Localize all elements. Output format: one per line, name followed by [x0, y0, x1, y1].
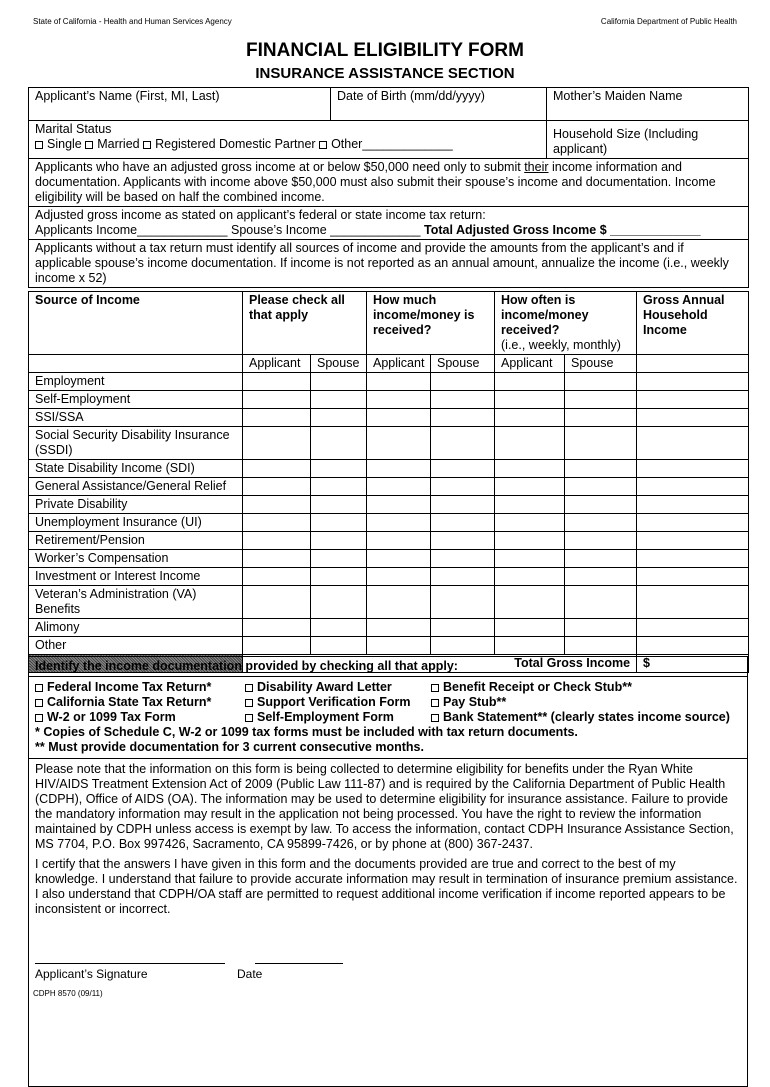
- total-agi[interactable]: Total Adjusted Gross Income $ _____________: [424, 223, 701, 237]
- income-cell[interactable]: [495, 373, 565, 391]
- form-number: CDPH 8570 (09/11): [33, 989, 103, 998]
- para1-a: Applicants who have an adjusted gross income at or below $50,000 need only to submit: [35, 160, 525, 174]
- income-source-label: Veteran’s Administration (VA) Benefits: [29, 586, 243, 619]
- income-source-label: Alimony: [29, 619, 243, 637]
- doc-checkbox[interactable]: [35, 714, 43, 722]
- income-cell[interactable]: [311, 568, 367, 586]
- check-spouse-header: Spouse: [311, 355, 367, 373]
- income-source-label: State Disability Income (SDI): [29, 460, 243, 478]
- income-cell[interactable]: [565, 637, 637, 655]
- income-cell[interactable]: [565, 460, 637, 478]
- income-cell[interactable]: [637, 619, 749, 637]
- income-cell[interactable]: [367, 496, 431, 514]
- name-field[interactable]: Applicant’s Name (First, MI, Last): [29, 88, 331, 121]
- income-row: [29, 391, 749, 409]
- income-cell[interactable]: [367, 568, 431, 586]
- income-cell[interactable]: [367, 460, 431, 478]
- privacy-notice: Please note that the information on this form is being collected to determine eligibility for benefits under the Ryan White HIV/AIDS Treatment Extension Act of 2009 (Public Law 111-87) and is required by the California Department of Public Health (CDPH), Office of AIDS (OA). The information may be used to determine eligibility for insurance assistance. Failure to provide the mandatory information may result in the application not being processed. You have the right to review the information maintained by CDPH unless access is exempt by law. To access the information, contact CDPH Insurance Assistance Section, MS 7704, P.O. Box 997426, Sacramento, CA 95899-7426, or by phone at (800) 367-2437.: [35, 762, 734, 851]
- how-often-example: (i.e., weekly, monthly): [501, 338, 621, 352]
- income-cell[interactable]: [637, 550, 749, 568]
- income-cell[interactable]: [243, 637, 311, 655]
- married-label: Married: [97, 137, 140, 151]
- doc-option[interactable]: [431, 710, 730, 725]
- maiden-name-field[interactable]: Mother’s Maiden Name: [547, 88, 749, 121]
- income-row: [29, 637, 749, 655]
- doc-checkbox[interactable]: [35, 699, 43, 707]
- income-cell[interactable]: [431, 586, 495, 619]
- doc-option[interactable]: [245, 710, 431, 725]
- income-cell[interactable]: [565, 514, 637, 532]
- date-label: Date: [237, 967, 263, 981]
- income-cell[interactable]: [311, 373, 367, 391]
- spouse-income[interactable]: Spouse’s Income _____________: [231, 223, 421, 237]
- signature-label: Applicant’s Signature: [35, 967, 148, 981]
- doc-label: Benefit Receipt or Check Stub**: [443, 680, 632, 694]
- other-checkbox[interactable]: [319, 141, 327, 149]
- income-cell[interactable]: [243, 373, 311, 391]
- income-cell[interactable]: [431, 478, 495, 496]
- income-cell[interactable]: [431, 532, 495, 550]
- doc-checkbox[interactable]: [245, 714, 253, 722]
- income-source-label: Unemployment Insurance (UI): [29, 514, 243, 532]
- income-cell[interactable]: [243, 478, 311, 496]
- no-tax-return-instructions: Applicants without a tax return must identify all sources of income and provide the amounts from the applicant’s and if applicable spouse’s income documentation. If income is not reported as an annual amount, annualize the income (i.e., weekly income x 52): [29, 240, 749, 288]
- income-row: [29, 478, 749, 496]
- check-header: Please check all that apply: [243, 292, 367, 355]
- income-cell[interactable]: [311, 409, 367, 427]
- income-cell[interactable]: [637, 478, 749, 496]
- income-cell[interactable]: [431, 514, 495, 532]
- income-cell[interactable]: [495, 637, 565, 655]
- income-cell[interactable]: [637, 568, 749, 586]
- income-cell[interactable]: [637, 637, 749, 655]
- income-cell[interactable]: [243, 427, 311, 460]
- form-subtitle: INSURANCE ASSISTANCE SECTION: [255, 65, 515, 82]
- income-cell[interactable]: [431, 460, 495, 478]
- income-cell[interactable]: [495, 586, 565, 619]
- agi-section: [29, 207, 749, 240]
- source-header: Source of Income: [29, 292, 243, 355]
- much-spouse-header: Spouse: [431, 355, 495, 373]
- income-cell[interactable]: [367, 586, 431, 619]
- income-cell[interactable]: [243, 496, 311, 514]
- doc-checkbox[interactable]: [245, 699, 253, 707]
- income-cell[interactable]: [243, 532, 311, 550]
- gross-header: Gross Annual Household Income: [637, 292, 749, 355]
- doc-label: Bank Statement** (clearly states income source): [443, 710, 730, 724]
- income-cell[interactable]: [637, 496, 749, 514]
- income-row: [29, 427, 749, 460]
- income-row: [29, 373, 749, 391]
- income-cell[interactable]: [565, 409, 637, 427]
- doc-label: California State Tax Return*: [47, 695, 212, 709]
- much-applicant-header: Applicant: [367, 355, 431, 373]
- documentation-table: [28, 656, 748, 1087]
- date-line[interactable]: [255, 963, 343, 964]
- income-row: [29, 568, 749, 586]
- income-cell[interactable]: [565, 373, 637, 391]
- income-cell[interactable]: [431, 637, 495, 655]
- income-cell[interactable]: [637, 427, 749, 460]
- income-source-label: Employment: [29, 373, 243, 391]
- income-row: [29, 619, 749, 637]
- income-cell[interactable]: [431, 568, 495, 586]
- doc-label: Disability Award Letter: [257, 680, 392, 694]
- how-much-header: How much income/money is received?: [367, 292, 495, 355]
- income-cell[interactable]: [431, 619, 495, 637]
- income-source-label: Social Security Disability Insurance (SSDI): [29, 427, 243, 460]
- income-cell[interactable]: [367, 391, 431, 409]
- income-row: [29, 586, 749, 619]
- docs-note1: * Copies of Schedule C, W-2 or 1099 tax forms must be included with tax return documents.: [35, 725, 578, 739]
- income-source-label: Investment or Interest Income: [29, 568, 243, 586]
- income-cell[interactable]: [311, 586, 367, 619]
- income-row: [29, 550, 749, 568]
- income-cell[interactable]: [243, 460, 311, 478]
- doc-checkbox[interactable]: [431, 699, 439, 707]
- income-source-label: General Assistance/General Relief: [29, 478, 243, 496]
- single-checkbox[interactable]: [35, 141, 43, 149]
- agency-header: State of California - Health and Human Services Agency: [33, 17, 232, 26]
- income-cell[interactable]: [367, 532, 431, 550]
- income-cell[interactable]: [431, 496, 495, 514]
- doc-option[interactable]: [431, 680, 730, 695]
- para1-their: their: [524, 160, 549, 174]
- income-cell[interactable]: [565, 496, 637, 514]
- income-cell[interactable]: [367, 373, 431, 391]
- docs-heading: Identify the income documentation provided by checking all that apply:: [29, 657, 748, 677]
- para1-b: income information and documentation. Applicants with income above $50,000 must also submit their spouse’s income and documentation. Income eligibility will be based on half the combined income.: [35, 160, 716, 204]
- income-cell[interactable]: [367, 637, 431, 655]
- income-cell[interactable]: [431, 409, 495, 427]
- doc-label: Self-Employment Form: [257, 710, 394, 724]
- income-cell[interactable]: [311, 532, 367, 550]
- income-row: [29, 514, 749, 532]
- income-cell[interactable]: [495, 496, 565, 514]
- income-cell[interactable]: [243, 568, 311, 586]
- income-cell[interactable]: [431, 391, 495, 409]
- income-cell[interactable]: [495, 478, 565, 496]
- income-cell[interactable]: [367, 619, 431, 637]
- income-cell[interactable]: [495, 619, 565, 637]
- income-cell[interactable]: [311, 391, 367, 409]
- income-cell[interactable]: [431, 373, 495, 391]
- income-cell[interactable]: [637, 532, 749, 550]
- certification-text: I certify that the answers I have given in this form and the documents provided are true and correct to the best of my knowledge. I understand that failure to provide accurate information may result in termination of insurance premium assistance. I also understand that CDPH/OA staff are permitted to request additional income verification if income reported appears to be inconsistent or incorrect.: [35, 857, 738, 916]
- income-row: [29, 460, 749, 478]
- income-cell[interactable]: [565, 586, 637, 619]
- docs-note2: ** Must provide documentation for 3 current consecutive months.: [35, 740, 424, 754]
- doc-option[interactable]: [35, 680, 245, 695]
- single-label: Single: [47, 137, 82, 151]
- other-label: Other_____________: [331, 137, 453, 151]
- income-cell[interactable]: [495, 427, 565, 460]
- income-cell[interactable]: [367, 427, 431, 460]
- doc-checkbox[interactable]: [245, 684, 253, 692]
- form-title: FINANCIAL ELIGIBILITY FORM: [246, 40, 524, 61]
- married-checkbox[interactable]: [85, 141, 93, 149]
- income-cell[interactable]: [495, 460, 565, 478]
- income-cell[interactable]: [637, 586, 749, 619]
- income-cell[interactable]: [311, 478, 367, 496]
- doc-option[interactable]: [245, 680, 431, 695]
- income-cell[interactable]: [637, 514, 749, 532]
- income-source-label: Worker’s Compensation: [29, 550, 243, 568]
- income-source-label: SSI/SSA: [29, 409, 243, 427]
- income-cell[interactable]: [565, 550, 637, 568]
- income-source-table: [28, 291, 749, 673]
- income-cell[interactable]: [565, 532, 637, 550]
- notice-section: [29, 759, 748, 1087]
- income-cell[interactable]: [243, 550, 311, 568]
- income-cell[interactable]: [495, 550, 565, 568]
- applicant-info-table: [28, 87, 749, 288]
- income-cell[interactable]: [311, 427, 367, 460]
- doc-label: Pay Stub**: [443, 695, 507, 709]
- income-cell[interactable]: [431, 550, 495, 568]
- income-cell[interactable]: [311, 496, 367, 514]
- income-cell[interactable]: [367, 550, 431, 568]
- income-cell[interactable]: [495, 568, 565, 586]
- income-cell[interactable]: [495, 409, 565, 427]
- income-cell[interactable]: [311, 514, 367, 532]
- dob-field[interactable]: Date of Birth (mm/dd/yyyy): [331, 88, 547, 121]
- income-cell[interactable]: [637, 460, 749, 478]
- income-cell[interactable]: [311, 550, 367, 568]
- marital-label: Marital Status: [35, 122, 112, 136]
- income-cell[interactable]: [243, 514, 311, 532]
- income-cell[interactable]: [495, 514, 565, 532]
- income-cell[interactable]: [311, 637, 367, 655]
- doc-option[interactable]: [431, 695, 730, 710]
- doc-checkbox[interactable]: [431, 714, 439, 722]
- income-cell[interactable]: [565, 427, 637, 460]
- income-cell[interactable]: [565, 478, 637, 496]
- income-cell[interactable]: [565, 619, 637, 637]
- income-cell[interactable]: [431, 427, 495, 460]
- income-row: [29, 409, 749, 427]
- rdp-label: Registered Domestic Partner: [155, 137, 316, 151]
- doc-label: Support Verification Form: [257, 695, 411, 709]
- income-cell[interactable]: [243, 409, 311, 427]
- how-often-title: How often is income/money received?: [501, 293, 589, 337]
- income-row: [29, 496, 749, 514]
- rdp-checkbox[interactable]: [143, 141, 151, 149]
- doc-label: Federal Income Tax Return*: [47, 680, 212, 694]
- income-source-label: Self-Employment: [29, 391, 243, 409]
- dept-header: California Department of Public Health: [600, 17, 737, 26]
- doc-label: W-2 or 1099 Tax Form: [47, 710, 176, 724]
- doc-option[interactable]: [245, 695, 431, 710]
- income-cell[interactable]: [311, 460, 367, 478]
- income-cell[interactable]: [637, 391, 749, 409]
- income-cell[interactable]: [565, 391, 637, 409]
- income-source-label: Retirement/Pension: [29, 532, 243, 550]
- docs-checklist: [29, 677, 748, 759]
- doc-checkbox[interactable]: [431, 684, 439, 692]
- income-cell[interactable]: [243, 586, 311, 619]
- income-cell[interactable]: [243, 619, 311, 637]
- household-size-field[interactable]: Household Size (Including applicant): [547, 121, 749, 159]
- check-applicant-header: Applicant: [243, 355, 311, 373]
- marital-status-field: [29, 121, 547, 159]
- how-often-header: [495, 292, 637, 355]
- applicant-income[interactable]: Applicants Income_____________: [35, 223, 228, 237]
- total-gross-label: Total Gross Income: [243, 655, 637, 673]
- income-cell[interactable]: [495, 391, 565, 409]
- signature-line[interactable]: [35, 963, 225, 964]
- income-cell[interactable]: [565, 568, 637, 586]
- income-cell[interactable]: [367, 514, 431, 532]
- income-cell[interactable]: [495, 532, 565, 550]
- income-cell[interactable]: [367, 409, 431, 427]
- often-applicant-header: Applicant: [495, 355, 565, 373]
- often-spouse-header: Spouse: [565, 355, 637, 373]
- doc-checkbox[interactable]: [35, 684, 43, 692]
- doc-option[interactable]: [35, 710, 245, 725]
- income-cell[interactable]: [637, 409, 749, 427]
- income-cell[interactable]: [243, 391, 311, 409]
- total-gross-value[interactable]: $: [637, 655, 749, 673]
- income-cell[interactable]: [311, 619, 367, 637]
- income-source-label: Private Disability: [29, 496, 243, 514]
- agi-line1: Adjusted gross income as stated on applicant’s federal or state income tax return:: [35, 208, 486, 222]
- income-cell[interactable]: [637, 373, 749, 391]
- doc-option[interactable]: [35, 695, 245, 710]
- income-source-label: Other: [29, 637, 243, 655]
- income-instructions: [29, 159, 749, 207]
- income-cell[interactable]: [367, 478, 431, 496]
- income-row: [29, 532, 749, 550]
